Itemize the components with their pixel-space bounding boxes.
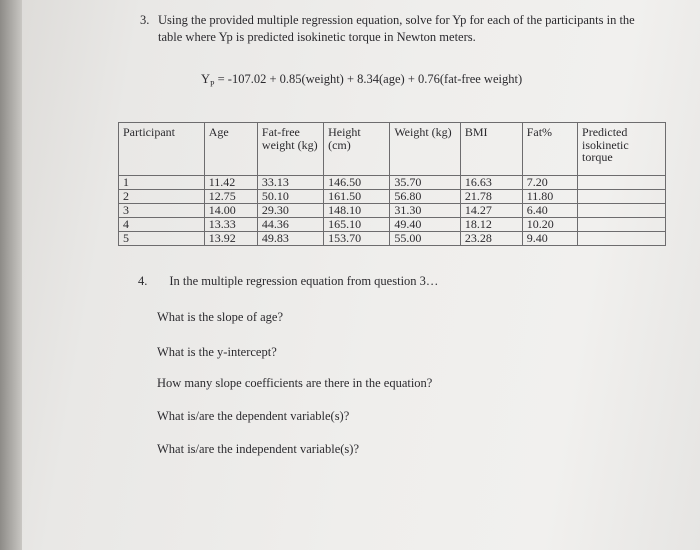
sub-question-y-intercept: What is the y-intercept?: [157, 345, 277, 359]
cell-age: 12.75: [204, 190, 257, 204]
equation-lhs: Y: [201, 72, 211, 86]
cell-participant: 1: [119, 176, 205, 190]
cell-participant: 3: [119, 204, 205, 218]
cell-predicted: [578, 218, 666, 232]
cell-fat: 11.80: [522, 190, 577, 204]
header-participant: Participant: [119, 123, 205, 176]
header-age: Age: [204, 123, 257, 176]
header-weight: Weight (kg): [390, 123, 461, 176]
cell-height: 161.50: [324, 190, 390, 204]
table-row: [119, 232, 666, 246]
cell-bmi: 18.12: [460, 218, 522, 232]
header-predicted-torque: Predicted isokinetic torque: [578, 123, 666, 176]
cell-weight: 35.70: [390, 176, 461, 190]
sub-question-slope-of-age: What is the slope of age?: [157, 310, 283, 324]
cell-height: 165.10: [324, 218, 390, 232]
question-3-text: Using the provided multiple regression equation, solve for Yp for each of the participants in the table where Yp is predicted isokinetic torque in Newton meters.: [158, 13, 635, 44]
cell-weight: 31.30: [390, 204, 461, 218]
regression-equation: [201, 72, 522, 89]
participant-table: [118, 122, 666, 246]
cell-age: 14.00: [204, 204, 257, 218]
question-4-text: In the multiple regression equation from question 3…: [169, 274, 439, 288]
cell-participant: 4: [119, 218, 205, 232]
header-fat-free-weight: Fat-free weight (kg): [257, 123, 323, 176]
cell-fat-free: 50.10: [257, 190, 323, 204]
cell-participant: 5: [119, 232, 205, 246]
sub-question-independent-variable: What is/are the independent variable(s)?: [157, 442, 359, 456]
cell-bmi: 16.63: [460, 176, 522, 190]
equation-subscript: P: [210, 79, 215, 89]
sub-question-dependent-variable: What is/are the dependent variable(s)?: [157, 409, 350, 423]
cell-bmi: 21.78: [460, 190, 522, 204]
table-row: [119, 218, 666, 232]
sub-question-slope-count: How many slope coefficients are there in the equation?: [157, 376, 433, 390]
question-3-number: 3.: [140, 13, 150, 27]
cell-weight: 49.40: [390, 218, 461, 232]
cell-participant: 2: [119, 190, 205, 204]
cell-bmi: 14.27: [460, 204, 522, 218]
cell-fat-free: 33.13: [257, 176, 323, 190]
cell-age: 11.42: [204, 176, 257, 190]
cell-height: 146.50: [324, 176, 390, 190]
header-fat-percent: Fat%: [522, 123, 577, 176]
cell-fat: 10.20: [522, 218, 577, 232]
cell-height: 148.10: [324, 204, 390, 218]
cell-predicted: [578, 176, 666, 190]
header-height: Height (cm): [324, 123, 390, 176]
table-row: [119, 176, 666, 190]
cell-predicted: [578, 190, 666, 204]
cell-bmi: 23.28: [460, 232, 522, 246]
cell-fat: 9.40: [522, 232, 577, 246]
equation-rhs: = -107.02 + 0.85(weight) + 8.34(age) + 0.76(fat-free weight): [214, 72, 523, 86]
cell-weight: 56.80: [390, 190, 461, 204]
table-header-row: [119, 123, 666, 176]
table-row: [119, 190, 666, 204]
cell-height: 153.70: [324, 232, 390, 246]
cell-weight: 55.00: [390, 232, 461, 246]
cell-fat-free: 44.36: [257, 218, 323, 232]
cell-fat: 6.40: [522, 204, 577, 218]
cell-fat-free: 49.83: [257, 232, 323, 246]
cell-fat-free: 29.30: [257, 204, 323, 218]
cell-fat: 7.20: [522, 176, 577, 190]
page-edge-shadow: [0, 0, 22, 550]
cell-age: 13.92: [204, 232, 257, 246]
cell-age: 13.33: [204, 218, 257, 232]
header-bmi: BMI: [460, 123, 522, 176]
question-3: [140, 12, 660, 46]
question-4-number: 4.: [138, 274, 148, 288]
cell-predicted: [578, 232, 666, 246]
table-row: [119, 204, 666, 218]
question-4: [138, 274, 438, 289]
cell-predicted: [578, 204, 666, 218]
